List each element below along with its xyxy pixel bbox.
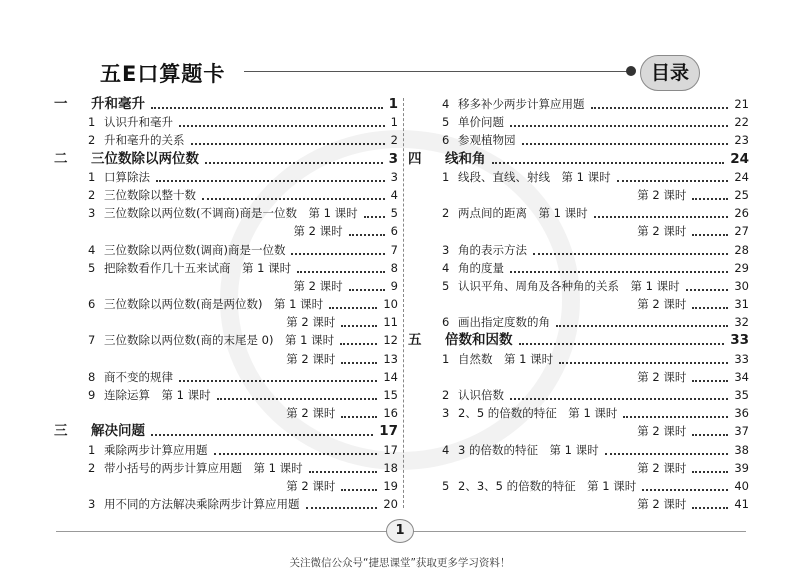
header-dot-icon [626, 66, 636, 76]
toc-entry-row [408, 241, 749, 259]
toc-entry-row [54, 222, 402, 240]
toc-entry-title: 口算除法 [104, 169, 150, 184]
toc-page-number: 33 [734, 351, 749, 366]
toc-entry-number: 2 [88, 187, 96, 202]
toc-entry-row [54, 441, 402, 459]
dot-leader [522, 143, 729, 145]
toc-entry-title: 认识升和毫升 [104, 115, 173, 130]
toc-page-number: 24 [734, 169, 749, 184]
toc-left-column [54, 95, 402, 513]
book-title: 五E口算题卡 [100, 62, 226, 86]
toc-entry-title: 三位数除以整十数 [104, 187, 196, 202]
toc-entry-title: 两点间的距离 第 1 课时 [458, 206, 588, 221]
toc-page-number: 23 [734, 133, 749, 148]
dot-leader [341, 489, 377, 491]
dot-leader [533, 253, 728, 255]
dot-leader [686, 289, 729, 291]
toc-entry-title: 角的表示方法 [458, 242, 527, 257]
toc-entry-number: 五 [408, 332, 422, 349]
toc-page-number: 1 [390, 115, 398, 130]
toc-page-number: 3 [388, 150, 398, 167]
toc-page-number: 27 [734, 224, 749, 239]
dot-leader [341, 325, 377, 327]
dot-leader [341, 362, 377, 364]
toc-entry-number: 5 [442, 478, 450, 493]
toc-page-number: 14 [383, 369, 398, 384]
toc-entry-number: 1 [88, 115, 96, 130]
toc-entry-title: 第 2 课时 [293, 278, 343, 293]
dot-leader [692, 198, 728, 200]
toc-page-number: 5 [390, 206, 398, 221]
toc-entry-title: 把除数看作几十五来试商 第 1 课时 [104, 260, 292, 275]
toc-page-number: 16 [383, 406, 398, 421]
toc-entry-row [54, 204, 402, 222]
toc-entry-title: 3 的倍数的特征 第 1 课时 [458, 442, 599, 457]
toc-page-number: 22 [734, 115, 749, 130]
toc-entry-row [408, 131, 749, 149]
page-number: 1 [386, 519, 414, 543]
toc-entry-row [408, 459, 749, 477]
toc-page-number: 31 [734, 297, 749, 312]
toc-entry-row [408, 477, 749, 495]
toc-entry-row [408, 204, 749, 222]
toc-entry-number: 2 [88, 460, 96, 475]
toc-chapter-row [408, 150, 749, 168]
toc-entry-number: 1 [442, 169, 450, 184]
toc-entry-number: 2 [442, 206, 450, 221]
header-divider [244, 71, 632, 72]
toc-entry-title: 第 2 课时 [637, 297, 687, 312]
toc-entry-number: 4 [442, 97, 450, 111]
dot-leader [510, 398, 728, 400]
toc-page-number: 12 [383, 333, 398, 348]
toc-entry-number: 一 [54, 96, 68, 112]
toc-entry-title: 升和毫升 [91, 96, 145, 112]
toc-page-number: 8 [390, 260, 398, 275]
toc-entry-title: 第 2 课时 [286, 315, 336, 330]
dot-leader [556, 325, 728, 327]
toc-entry-number: 5 [442, 115, 450, 130]
toc-entry-title: 商不变的规律 [104, 369, 173, 384]
toc-page-number: 41 [734, 497, 749, 512]
toc-entry-row [408, 277, 749, 295]
toc-entry-number: 四 [408, 150, 422, 167]
dot-leader [306, 507, 378, 509]
toc-entry-row [54, 168, 402, 186]
toc-chapter-row [54, 150, 402, 168]
toc-entry-row [408, 368, 749, 386]
toc-page-number: 29 [734, 260, 749, 275]
toc-entry-row [54, 186, 402, 204]
dot-leader [642, 489, 728, 491]
dot-leader [519, 343, 725, 345]
toc-entry-title: 第 2 课时 [637, 424, 687, 439]
toc-chapter-row [54, 95, 402, 113]
toc-entry-title: 三位数除以两位数 [91, 150, 199, 167]
toc-entry-number: 4 [442, 442, 450, 457]
toc-entry-row [54, 459, 402, 477]
toc-page-number: 36 [734, 406, 749, 421]
dot-leader [594, 216, 729, 218]
toc-page-number: 2 [390, 133, 398, 148]
toc-entry-title: 三位数除以两位数(商是两位数) 第 1 课时 [104, 297, 324, 312]
toc-page-number: 20 [383, 497, 398, 512]
toc-page-number: 32 [734, 315, 749, 330]
toc-entry-title: 第 2 课时 [286, 478, 336, 493]
toc-entry-number: 3 [88, 497, 96, 512]
toc-entry-title: 第 2 课时 [293, 224, 343, 239]
dot-leader [151, 107, 383, 109]
toc-page-number: 30 [734, 278, 749, 293]
toc-entry-title: 线段、直线、射线 第 1 课时 [458, 169, 611, 184]
toc-entry-title: 用不同的方法解决乘除两步计算应用题 [104, 497, 300, 512]
toc-entry-number: 3 [88, 206, 96, 221]
toc-entry-title: 画出指定度数的角 [458, 315, 550, 330]
toc-entry-row [54, 295, 402, 313]
toc-entry-number: 5 [442, 278, 450, 293]
toc-entry-title: 认识平角、周角及各种角的关系 第 1 课时 [458, 278, 680, 293]
dot-leader [364, 216, 385, 218]
toc-entry-row [408, 186, 749, 204]
toc-entry-row [54, 404, 402, 422]
dot-leader [559, 362, 728, 364]
toc-page-number: 10 [383, 297, 398, 312]
toc-entry-title: 角的度量 [458, 260, 504, 275]
dot-leader [205, 162, 383, 164]
toc-entry-row [54, 277, 402, 295]
dot-leader [591, 107, 729, 109]
dot-leader [156, 180, 385, 182]
toc-entry-title: 第 2 课时 [637, 224, 687, 239]
toc-entry-number: 7 [88, 333, 96, 348]
dot-leader [692, 234, 728, 236]
toc-page-number: 11 [383, 315, 398, 330]
toc-chapter-row [54, 422, 402, 440]
toc-page-number: 24 [730, 150, 749, 167]
toc-entry-number: 6 [88, 297, 96, 312]
toc-entry-row [54, 331, 402, 349]
toc-page-number: 38 [734, 442, 749, 457]
toc-entry-title: 解决问题 [91, 423, 145, 440]
toc-entry-number: 2 [88, 133, 96, 148]
toc-entry-row [408, 95, 749, 113]
toc-right-column [408, 95, 749, 513]
toc-page-number: 7 [390, 242, 398, 257]
toc-entry-number: 6 [442, 315, 450, 330]
dot-leader [341, 416, 377, 418]
toc-entry-number: 5 [88, 260, 96, 275]
dot-leader [692, 507, 728, 509]
toc-entry-title: 第 2 课时 [637, 497, 687, 512]
toc-entry-title: 参观植物园 [458, 133, 516, 148]
toc-page-number: 15 [383, 388, 398, 402]
toc-page-number: 25 [734, 187, 749, 202]
toc-page-number: 33 [730, 332, 749, 349]
toc-entry-number: 1 [88, 169, 96, 184]
toc-entry-title: 第 2 课时 [637, 187, 687, 202]
toc-entry-row [408, 259, 749, 277]
toc-entry-title: 2、3、5 的倍数的特征 第 1 课时 [458, 478, 637, 493]
footer-note: 关注微信公众号“捷思课堂”获取更多学习资料！ [289, 557, 511, 569]
toc-entry-row [54, 477, 402, 495]
toc-page-number: 18 [383, 460, 398, 475]
dot-leader [340, 343, 377, 345]
dot-leader [510, 125, 728, 127]
toc-entry-title: 第 2 课时 [286, 351, 336, 366]
dot-leader [492, 162, 725, 164]
toc-entry-number: 4 [88, 242, 96, 257]
toc-entry-row [408, 350, 749, 368]
toc-entry-number: 1 [88, 442, 96, 457]
toc-page-number: 6 [390, 224, 398, 239]
toc-entry-row [408, 295, 749, 313]
dot-leader [217, 398, 378, 400]
toc-entry-number: 9 [88, 388, 96, 402]
toc-entry-row [54, 313, 402, 331]
toc-entry-title: 三位数除以两位数(不调商)商是一位数 第 1 课时 [104, 206, 358, 221]
toc-page-number: 13 [383, 351, 398, 366]
dot-leader [349, 289, 385, 291]
toc-entry-title: 倍数和因数 [445, 332, 513, 349]
toc-entry-number: 4 [442, 260, 450, 275]
toc-page-number: 39 [734, 460, 749, 475]
dot-leader [510, 271, 728, 273]
toc-entry-row [54, 241, 402, 259]
dot-leader [617, 180, 729, 182]
toc-entry-title: 自然数 第 1 课时 [458, 351, 554, 366]
toc-entry-row [408, 313, 749, 331]
toc-page-number: 3 [390, 169, 398, 184]
toc-entry-title: 线和角 [445, 150, 486, 167]
dot-leader [692, 434, 728, 436]
toc-entry-number: 8 [88, 369, 96, 384]
toc-entry-row [408, 495, 749, 513]
dot-leader [202, 198, 385, 200]
dot-leader [692, 380, 728, 382]
toc-entry-title: 带小括号的两步计算应用题 第 1 课时 [104, 460, 303, 475]
toc-entry-number: 三 [54, 423, 68, 440]
toc-page-number: 1 [388, 96, 398, 112]
dot-leader [214, 453, 378, 455]
toc-entry-row [408, 222, 749, 240]
dot-leader [692, 471, 728, 473]
dot-leader [179, 125, 385, 127]
toc-entry-row [408, 422, 749, 440]
dot-leader [349, 234, 385, 236]
toc-page-number: 34 [734, 369, 749, 384]
toc-entry-row [54, 131, 402, 149]
toc-page-number: 21 [734, 97, 749, 111]
toc-entry-row [54, 495, 402, 513]
toc-page-number: 26 [734, 206, 749, 221]
toc-page-number: 19 [383, 478, 398, 493]
toc-entry-number: 3 [442, 406, 450, 421]
toc-chapter-row [408, 331, 749, 349]
toc-page-number: 9 [390, 278, 398, 293]
toc-entry-row [54, 259, 402, 277]
toc-entry-title: 移多补少两步计算应用题 [458, 97, 585, 111]
toc-entry-row [408, 404, 749, 422]
toc-entry-row [54, 368, 402, 386]
toc-entry-number: 1 [442, 351, 450, 366]
toc-page-number: 28 [734, 242, 749, 257]
dot-leader [329, 307, 377, 309]
dot-leader [309, 471, 378, 473]
toc-entry-row [408, 113, 749, 131]
toc-entry-row [408, 386, 749, 404]
toc-entry-title: 三位数除以两位数(商的末尾是 0) 第 1 课时 [104, 333, 335, 348]
toc-entry-number: 3 [442, 242, 450, 257]
toc-entry-title: 第 2 课时 [286, 406, 336, 421]
toc-entry-row [408, 168, 749, 186]
toc-entry-title: 认识倍数 [458, 388, 504, 402]
toc-entry-title: 2、5 的倍数的特征 第 1 课时 [458, 406, 618, 421]
dot-leader [151, 434, 373, 436]
toc-entry-title: 连除运算 第 1 课时 [104, 388, 211, 402]
toc-entry-title: 升和毫升的关系 [104, 133, 185, 148]
toc-entry-row [54, 350, 402, 368]
dot-leader [297, 271, 385, 273]
page-header [0, 0, 800, 90]
toc-entry-row [54, 113, 402, 131]
toc-entry-number: 6 [442, 133, 450, 148]
toc-page-number: 17 [383, 442, 398, 457]
toc-page-number: 17 [379, 423, 398, 440]
toc-entry-title: 第 2 课时 [637, 460, 687, 475]
toc-page-number: 35 [734, 388, 749, 402]
toc-entry-number: 二 [54, 150, 68, 167]
dot-leader [191, 143, 385, 145]
toc-entry-title: 第 2 课时 [637, 369, 687, 384]
toc-entry-row [54, 386, 402, 404]
dot-leader [605, 453, 729, 455]
column-divider [403, 98, 404, 508]
dot-leader [179, 380, 377, 382]
toc-page-number: 37 [734, 424, 749, 439]
toc-page-number: 4 [390, 187, 398, 202]
toc-entry-row [408, 441, 749, 459]
dot-leader [623, 416, 728, 418]
dot-leader [692, 307, 728, 309]
toc-entry-title: 三位数除以两位数(调商)商是一位数 [104, 242, 286, 257]
toc-entry-number: 2 [442, 388, 450, 402]
dot-leader [291, 253, 384, 255]
toc-entry-title: 乘除两步计算应用题 [104, 442, 208, 457]
toc-label: 目录 [640, 55, 700, 91]
toc-entry-title: 单价问题 [458, 115, 504, 130]
toc-page-number: 40 [734, 478, 749, 493]
